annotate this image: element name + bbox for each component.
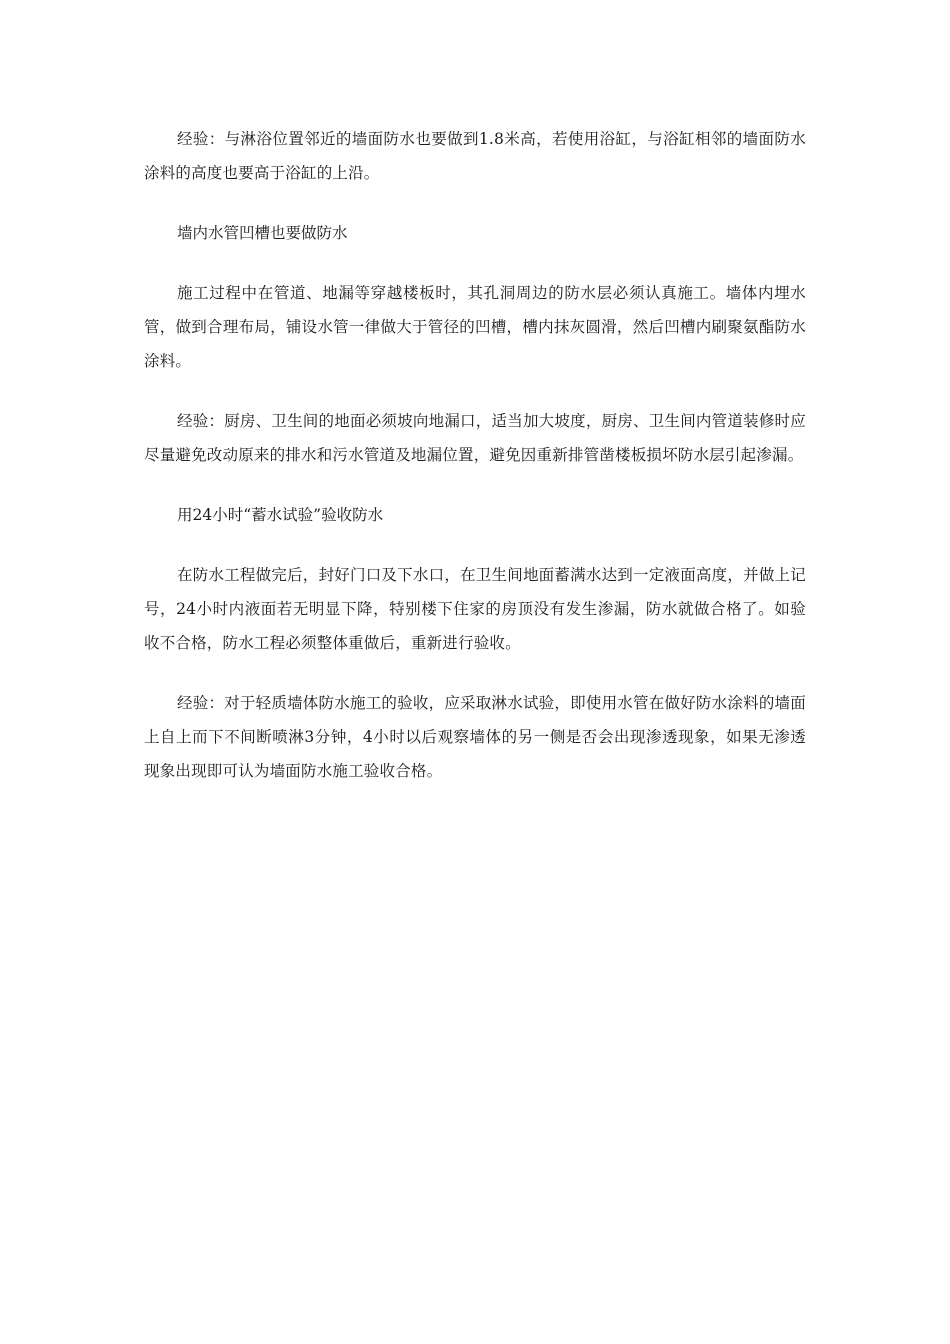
paragraph-gap — [144, 250, 806, 276]
paragraph-gap — [144, 190, 806, 216]
paragraph-gap — [144, 472, 806, 498]
document-page — [144, 122, 806, 788]
section-heading-water-test: 用24小时“蓄水试验”验收防水 — [177, 506, 384, 524]
paragraph-kitchen-bathroom-experience: 经验：厨房、卫生间的地面必须坡向地漏口，适当加大坡度，厨房、卫生间内管道装修时应尽量避免改动原来的排水和污水管道及地漏位置，避免因重新排管凿楼板损坏防水层引起渗漏。 — [144, 412, 806, 464]
paragraph-gap — [144, 378, 806, 404]
paragraph-gap — [144, 532, 806, 558]
paragraph-pipe-groove-construction: 施工过程中在管道、地漏等穿越楼板时，其孔洞周边的防水层必须认真施工。墙体内埋水管，做到合理布局，铺设水管一律做大于管径的凹槽，槽内抹灰圆滑，然后凹槽内刷聚氨酯防水涂料。 — [144, 284, 806, 370]
paragraph-light-wall-experience: 经验：对于轻质墙体防水施工的验收，应采取淋水试验，即使用水管在做好防水涂料的墙面上自上而下不间断喷淋3分钟，4小时以后观察墙体的另一侧是否会出现渗透现象，如果无渗透现象出现即可认为墙面防水施工验收合格。 — [144, 694, 806, 780]
paragraph-water-test-procedure: 在防水工程做完后，封好门口及下水口，在卫生间地面蓄满水达到一定液面高度，并做上记号，24小时内液面若无明显下降，特别楼下住家的房顶没有发生渗漏，防水就做合格了。如验收不合格，防水工程必须整体重做后，重新进行验收。 — [144, 566, 806, 652]
paragraph-gap — [144, 660, 806, 686]
paragraph-shower-wall-experience: 经验：与淋浴位置邻近的墙面防水也要做到1.8米高，若使用浴缸，与浴缸相邻的墙面防水涂料的高度也要高于浴缸的上沿。 — [144, 130, 806, 182]
section-heading-pipe-groove: 墙内水管凹槽也要做防水 — [177, 224, 348, 242]
